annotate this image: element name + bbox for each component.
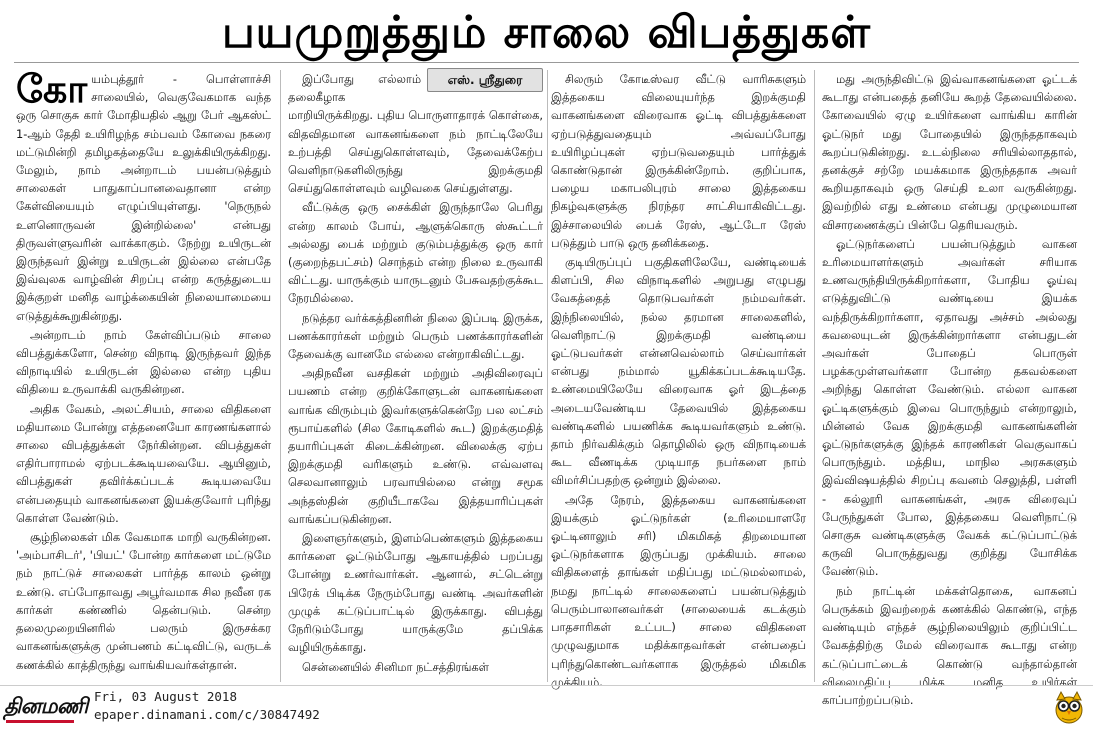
article-headline: பயமுறுத்தும் சாலை விபத்துகள்: [222, 7, 871, 58]
paragraph: இளைஞர்களும், இளம்பெண்களும் இத்தகைய கார்களை ஓட்டும்போது ஆகாயத்தில் பறப்பது போன்று உணர்வார்கள். ஆனால், சட்டென்று பிரேக் பிடிக்க நேரும்போது வண்டி அவர்களின் முழுக் கட்டுப்பாட்டில் இருக்காது. விபத்து நேரிடும்போது யாருக்குமே தப்பிக்க வழியிருக்காது.: [288, 531, 543, 655]
article-column-3: [551, 70, 806, 689]
paragraph: மது அருந்திவிட்டு இவ்வாகனங்களை ஓட்டக் கூடாது என்பதைத் தனியே கூறத் தேவையில்லை. கோவையில் ஏழு உயிர்களை வாங்கிய காரின் ஓட்டுநர் மது போதையில் இருந்ததாகவும் கூறப்படுகின்றது. உடல்நிலை சரியில்லாததால், தனக்குச் சற்றே மயக்கமாக இருந்ததாக அவர் கூறியதாகவும் ஒரு செய்தி உலா வருகின்றது. இவற்றில் எது உண்மை என்பது முழுமையான விசாரணைக்குப் பின்பே தெரியவரும்.: [822, 72, 1077, 232]
owl-icon: [1052, 690, 1086, 724]
paragraph: நம் நாட்டின் மக்கள்தொகை, வாகனப் பெருக்கம் இவற்றைக் கணக்கில் கொண்டு, எந்த வண்டியும் எந்தச் சூழ்நிலையிலும் குறிப்பிட்ட வேகத்திற்கு மேல் விரைவாக கூடாது என்ற கட்டுப்பாட்டைக் கொண்டு வந்தால்தான் விலைமதிப்பு மிக்க மனித உயிர்கள் காப்பாற்றப்படும்.: [822, 583, 1077, 707]
paragraph: வீட்டுக்கு ஒரு சைக்கிள் இருந்தாலே பெரிது என்ற காலம் போய், ஆளுக்கொரு ஸ்கூட்டர் அல்லது பைக் மற்றும் குடும்பத்துக்கு ஒரு கார் (குறைந்தபட்சம்) சொந்தம் என்ற நிலை உருவாகி விட்டது. யாருக்கும் யாருடனும் பேசுவதற்குக்கூட நேரமில்லை.: [288, 200, 543, 306]
paragraph: சிலரும் கோடீஸ்வர வீட்டு வாரிசுகளும் இத்தகைய விலையுயர்ந்த இறக்குமதி வாகனங்களை விரைவாக ஓட்டி விபத்துக்களை ஏற்படுத்துவதையும் அவ்வப்போது உயிரிழப்புகள் ஏற்படுவதையும் பார்த்துக் கொண்டுதான் இருக்கின்றோம். குறிப்பாக, பழைய மகாபலிபுரம் சாலை இத்தகைய நிகழ்வுகளுக்கு நிரந்தர சாட்சியாகிவிட்டது. இச்சாலையில் பைக் ரேஸ், ஆட்டோ ரேஸ் படுத்தும் பாடு ஒரு தனிக்கதை.: [551, 72, 806, 250]
lead-paragraph: [16, 67, 271, 325]
article-column-2: [288, 70, 543, 682]
drop-cap: கோ: [16, 67, 88, 111]
paragraph: சூழ்நிலைகள் மிக வேகமாக மாறி வருகின்றன. 'அம்பாசிடர்', 'பியட்' போன்ற கார்களை மட்டுமே நம் நாட்டுச் சாலைகள் பார்த்த காலம் ஒன்று உண்டு. எப்போதாவது அபூர்வமாக சில நவீன ரக கார்கள் கண்ணில் தென்படும். சென்ற தலைமுறையினரில் பலரும் இருசக்கர வாகனங்களுக்கு முன்பணம் கட்டிவிட்டு, வருடக் கணக்கில் காத்திருந்து வாங்கியவர்கள்தான்.: [16, 530, 271, 672]
paragraph: அதிநவீன வசதிகள் மற்றும் அதிவிரைவுப் பயணம் என்ற குறிக்கோளுடன் வாகனங்களை வாங்க விரும்பும் இவர்களுக்கென்றே பல லட்சம் ரூபாய்களில் (சில கோடிகளில் கூட) இறக்குமதித் தயாரிப்புகள் கிடைக்கின்றன. விலைக்கு ஏற்ப இறக்குமதி வரிகளும் உண்டு. எவ்வளவு செலவானாலும் பரவாயில்லை என்று சமூக அந்தஸ்தின் குறியீடாகவே இத்தயாரிப்புகள் வாங்கப்படுகின்றன.: [288, 366, 543, 526]
paragraph: சென்னையில் சினிமா நட்சத்திரங்கள்: [302, 659, 489, 674]
column-divider: [814, 70, 815, 682]
paragraph: அன்றாடம் நாம் கேள்விப்படும் சாலை விபத்துக்களோ, சென்ற விநாடி இருந்தவர் இந்த விநாடியில் உயிருடன் இல்லை என்ற புதிய விதியை உருவாக்கி வருகின்றன.: [16, 327, 271, 397]
paragraph: அதிக வேகம், அலட்சியம், சாலை விதிகளை மதியாமை போன்று எத்தனையோ காரணங்களால் சாலை விபத்துக்கள் நேர்கின்றன. விபத்துகள் எதிர்பாராமல் ஏற்படக்கூடியவையே. ஆயினும், விபத்துகள் தவிர்க்கப்படக் கூடியவையே என்பதையும் வாகனங்களை இயக்குவோர் புரிந்து கொள்ள வேண்டும்.: [16, 401, 271, 525]
paragraph: இப்போது எல்லாம் தலைகீழாக மாறியிருக்கிறது. புதிய பொருளாதாரக் கொள்கை, விதவிதமான வாகனங்களை நம் நாட்டிலேயே உற்பத்தி செய்துகொள்ளவும், தேவைக்கேற்ப வெளிநாடுகளிலிருந்து இறக்குமதி செய்துகொள்ளவும் வழிவகை செய்துள்ளது.: [288, 72, 543, 196]
dinamani-logo: தினமணி: [4, 694, 88, 718]
footer-divider: [0, 685, 1093, 686]
paragraph: ஓட்டுநர்களைப் பயன்படுத்தும் வாகன உரிமையாளர்களும் அவர்கள் சரியாக உணவருந்தியிருக்கிறார்களா, போதிய ஓய்வு எடுத்துவிட்டு வண்டியை இயக்க வந்திருக்கிறார்களா, ஏதாவது அச்சம் அல்லது கவலையுடன் இருக்கின்றார்களா என்பதுடன் அவர்கள் போதைப் பொருள் பழக்கமுள்ளவர்களா போன்ற தகவல்களை அறிந்து கொள்ள வேண்டும். எல்லா வாகன ஓட்டிகளுக்கும் இவை பொருந்தும் என்றாலும், மின்னல் வேக இறக்குமதி வாகனங்களின் ஓட்டுநர்களுக்கு இந்தக் காரணிகள் வெகுவாகப் பொருந்தும். மத்திய, மாநில அரசுகளும் இவ்விஷயத்தில் சிறப்பு கவனம் செலுத்தி, பள்ளி - கல்லூரி வாகனங்கள், அரசு விரைவுப் பேருந்துகள் போல, இத்தகைய வெளிநாட்டு சொகுசு வண்டிகளுக்கு வேகக் கட்டுப்பாட்டுக் கருவி பொருத்துவது குறித்து யோசிக்க வேண்டும்.: [822, 236, 1077, 579]
headline-divider: [14, 62, 1079, 63]
paragraph: குடியிருப்புப் பகுதிகளிலேயே, வண்டியைக் கிளப்பி, சில விநாடிகளில் அறுபது எழுபது வேகத்தைத் தொடுபவர்கள் நம்மவர்கள். இந்நிலையில், நல்ல தரமான சாலைகளில், வெளிநாட்டு இறக்குமதி வண்டியை ஓட்டுபவர்கள் என்னவெல்லாம் செய்வார்கள் என்பது நம்மால் யூகிக்கப்படக்கூடியதே. உண்மையிலேயே விரைவாக ஓர் இடத்தை அடையவேண்டிய தேவையில் இத்தகைய வண்டிகளில் பயணிக்க கூடியவர்களும் உண்டு. தாம் நிர்வகிக்கும் தொழிலில் ஒரு விநாடியைக் கூட வீணடிக்க முடியாத நபர்களை நாம் விமர்சிப்பதற்கு ஒன்றும் இல்லை.: [551, 255, 806, 488]
publication-date: Fri, 03 August 2018: [94, 689, 237, 704]
author-byline: எஸ். ஸ்ரீதுரை: [427, 68, 543, 92]
column-divider: [547, 70, 548, 682]
paragraph: நடுத்தர வர்க்கத்தினரின் நிலை இப்படி இருக்க, பணக்காரர்கள் மற்றும் பெரும் பணக்காரர்களின் தேவைக்கு வானமே எல்லை என்றாகிவிட்டது.: [288, 310, 543, 362]
epaper-url[interactable]: epaper.dinamani.com/c/30847492: [94, 707, 320, 722]
article-column-4: [822, 70, 1077, 707]
article-column-1: [16, 67, 271, 682]
column-divider: [280, 70, 281, 682]
logo-accent-bar: [6, 720, 74, 723]
paragraph-text: யம்புத்தூர் - பொள்ளாச்சி சாலையில், வெகுவேகமாக வந்த ஒரு சொகுசு கார் மோதியதில் ஆறு பேர் ஆகஸ்ட் 1-ஆம் தேதி உயிரிழந்த சம்பவம் கோவை நகரை மட்டுமின்றி தமிழகத்தையே உலுக்கியிருக்கிறது. மேலும், நாம் அன்றாடம் பயன்படுத்தும் சாலைகள் பாதுகாப்பானவைதானா என்ற கேள்வியையும் எழுப்பியுள்ளது. 'நெருநல் உளனொருவன் இன்றில்லை' என்பது திருவள்ளுவரின் வாக்காகும். நேற்று உயிருடன் இருந்தவர் இன்று உயிருடன் இல்லை என்பதே இவ்வுலக வாழ்வின் சிறப்பு என்ற கருத்துடைய இக்குறள் மனித வாழ்க்கையின் நிலையாமையை எடுத்துக்கூறுகின்றது.: [16, 72, 271, 323]
paragraph: அதே நேரம், இத்தகைய வாகனங்களை இயக்கும் ஓட்டுநர்கள் (உரிமையாளரே ஓட்டினாலும் சரி) மிகமிகத் திறமையான ஓட்டுநர்களாக இருப்பது முக்கியம். சாலை விதிகளைத் தாங்கள் மதிப்பது மட்டுமல்லாமல், நமது நாட்டில் சாலைகளைப் பயன்படுத்தும் பெரும்பாலானவர்கள் (சாலையைக் கடக்கும் பாதசாரிகள் உட்பட) சாலை விதிகளை முழுவதுமாக மதிக்காதவர்கள் என்பதைப் புரிந்துகொண்டவர்களாக இருத்தல் மிகமிக முக்கியம்.: [551, 492, 806, 689]
